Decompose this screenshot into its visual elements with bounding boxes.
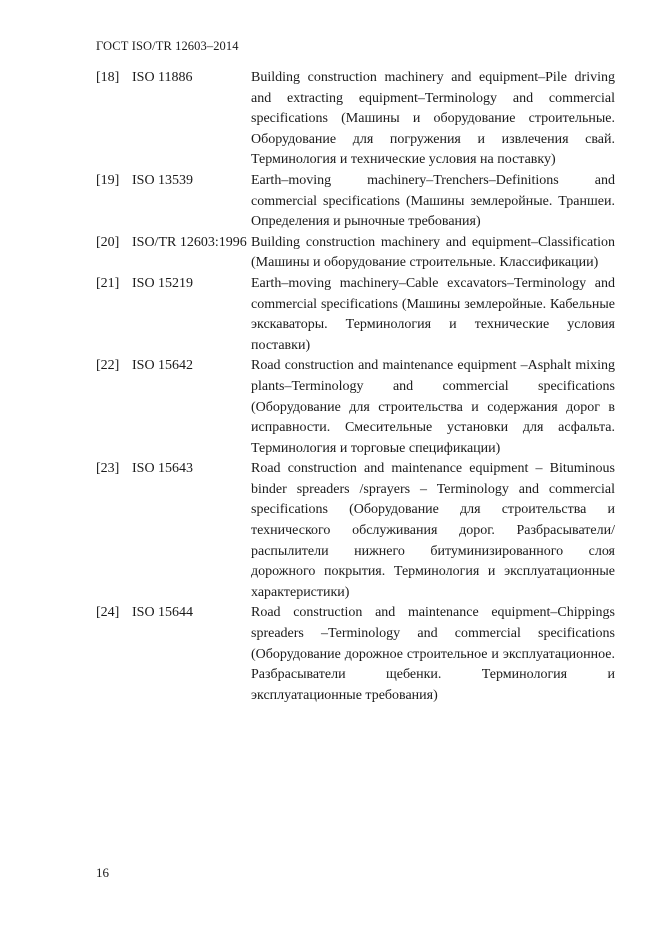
reference-entry-20 bbox=[96, 233, 615, 274]
reference-code: ISO 15644 bbox=[132, 605, 194, 621]
reference-code: ISO 11886 bbox=[132, 70, 193, 85]
reference-entry-18 bbox=[96, 68, 615, 171]
reference-code: ISO 15219 bbox=[132, 275, 194, 291]
reference-description: Road construction and maintenance equipment – Bituminous binder spreaders /sprayers – Terminology and commercial specifications (Оборудование для строительства и технического обслуживания дорог. Разбрасыватели/распылители нижнего битуминизированного слоя дорожного покрытия. Терминология и эксплуатационные характеристики) bbox=[251, 461, 615, 600]
reference-description: Road construction and maintenance equipment–Chippings spreaders –Terminology and commercial specifications (Оборудование дорожное строительное и эксплуатационное. Разбрасыватели щебенки. Терминология и эксплуатационные требования) bbox=[251, 605, 615, 703]
reference-number: [22] bbox=[96, 358, 120, 374]
reference-entry-23 bbox=[96, 459, 615, 603]
document-header: ГОСТ ISO/TR 12603–2014 bbox=[96, 39, 239, 53]
reference-number: [23] bbox=[96, 461, 120, 477]
reference-code: ISO 15642 bbox=[132, 358, 194, 374]
reference-list bbox=[96, 68, 615, 706]
reference-number: [19] bbox=[96, 172, 120, 188]
reference-description: Earth–moving machinery–Cable excavators–Terminology and commercial specifications (Машины землеройные. Кабельные экскаваторы. Терминология и технические условия поставки) bbox=[251, 275, 615, 353]
reference-entry-21 bbox=[96, 274, 615, 356]
reference-entry-19 bbox=[96, 171, 615, 233]
reference-code: ISO 15643 bbox=[132, 461, 194, 477]
reference-description: Road construction and maintenance equipment –Asphalt mixing plants–Terminology and commercial specifications (Оборудование для строительства и содержания дорог в исправности. Смесительные установки для асфальта. Терминология и торговые спецификации) bbox=[251, 358, 615, 456]
reference-code: ISO 13539 bbox=[132, 172, 194, 188]
reference-entry-22 bbox=[96, 356, 615, 459]
reference-description: Building construction machinery and equipment–Classification (Машины и оборудование строительные. Классификации) bbox=[251, 234, 615, 271]
reference-number: [20] bbox=[96, 234, 120, 250]
reference-description: Earth–moving machinery–Trenchers–Definitions and commercial specifications (Машины землеройные. Траншеи. Определения и рыночные требования) bbox=[251, 172, 615, 230]
reference-number: [18] bbox=[96, 70, 120, 85]
reference-code: ISO/TR 12603:1996 bbox=[132, 234, 247, 250]
page-number: 16 bbox=[96, 865, 109, 880]
reference-entry-24 bbox=[96, 603, 615, 706]
reference-number: [24] bbox=[96, 605, 120, 621]
reference-description: Building construction machinery and equipment–Pile driving and extracting equipment–Terminology and commercial specifications (Машины и оборудование строительные. Оборудование для погружения и извлечения свай. Терминология и технические условия на поставку) bbox=[251, 70, 615, 168]
reference-number: [21] bbox=[96, 275, 120, 291]
